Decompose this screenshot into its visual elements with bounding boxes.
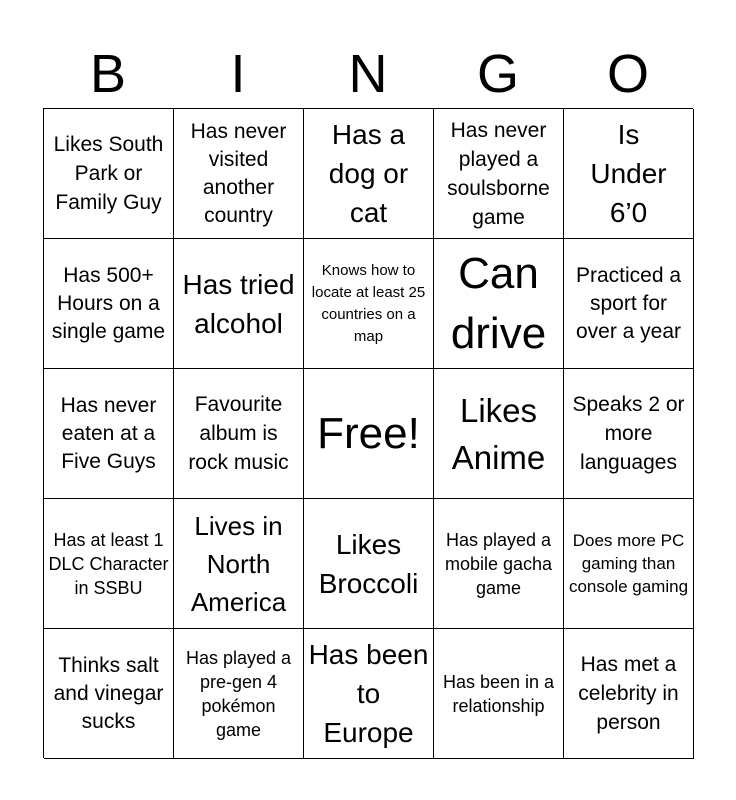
- free-space-text: Free!: [317, 408, 420, 458]
- bingo-cell-4-3[interactable]: [304, 499, 434, 629]
- bingo-board: [43, 108, 693, 758]
- cell-text: Does more PC gaming than console gaming: [568, 531, 689, 596]
- bingo-cell-3-4[interactable]: [434, 369, 564, 499]
- bingo-cell-3-3[interactable]: [304, 369, 434, 499]
- cell-text: Thinks salt and vinegar sucks: [53, 653, 164, 733]
- header-letter-g: G: [476, 44, 519, 104]
- bingo-cell-2-3[interactable]: [304, 239, 434, 369]
- cell-text: Can drive: [450, 248, 547, 358]
- cell-text: Is Under 6’0: [590, 119, 667, 228]
- cell-text: Practiced a sport for over a year: [575, 263, 682, 343]
- cell-text: Has played a mobile gacha game: [444, 529, 553, 598]
- bingo-cell-2-1[interactable]: [44, 239, 174, 369]
- cell-text: Has a dog or cat: [328, 119, 409, 228]
- cell-text: Has been in a relationship: [442, 671, 555, 716]
- bingo-cell-1-1[interactable]: [44, 109, 174, 239]
- cell-text: Lives in North America: [190, 510, 287, 617]
- cell-text: Has never played a soulsborne game: [447, 118, 550, 229]
- bingo-cell-4-2[interactable]: [174, 499, 304, 629]
- bingo-cell-4-5[interactable]: [564, 499, 694, 629]
- bingo-cell-2-5[interactable]: [564, 239, 694, 369]
- cell-text: Has never eaten at a Five Guys: [60, 393, 157, 473]
- bingo-header: [43, 40, 693, 108]
- cell-text: Knows how to locate at least 25 countries on a map: [311, 261, 426, 345]
- cell-text: Favourite album is rock music: [188, 393, 289, 474]
- header-letter-o: O: [606, 44, 649, 104]
- bingo-cell-5-2[interactable]: [174, 629, 304, 759]
- bingo-cell-2-2[interactable]: [174, 239, 304, 369]
- bingo-cell-1-5[interactable]: [564, 109, 694, 239]
- cell-text: Has at least 1 DLC Character in SSBU: [48, 529, 169, 598]
- header-letter-n: N: [348, 44, 388, 104]
- cell-text: Has met a celebrity in person: [578, 653, 679, 734]
- bingo-cell-3-2[interactable]: [174, 369, 304, 499]
- cell-text: Has 500+ Hours on a single game: [51, 263, 166, 343]
- bingo-cell-3-1[interactable]: [44, 369, 174, 499]
- cell-text: Has been to Europe: [308, 639, 429, 748]
- cell-text: Speaks 2 or more languages: [572, 393, 685, 474]
- cell-text: Likes South Park or Family Guy: [53, 133, 164, 214]
- bingo-cell-1-3[interactable]: [304, 109, 434, 239]
- header-letter-b: B: [89, 44, 127, 104]
- bingo-cell-2-4[interactable]: [434, 239, 564, 369]
- bingo-cell-5-5[interactable]: [564, 629, 694, 759]
- cell-text: Has never visited another country: [190, 119, 287, 227]
- bingo-cell-4-1[interactable]: [44, 499, 174, 629]
- cell-text: Has played a pre-gen 4 pokémon game: [185, 647, 292, 740]
- bingo-cell-5-1[interactable]: [44, 629, 174, 759]
- bingo-cell-5-4[interactable]: [434, 629, 564, 759]
- bingo-cell-5-3[interactable]: [304, 629, 434, 759]
- bingo-cell-1-2[interactable]: [174, 109, 304, 239]
- cell-text: Likes Broccoli: [318, 528, 419, 599]
- bingo-cell-3-5[interactable]: [564, 369, 694, 499]
- bingo-cell-4-4[interactable]: [434, 499, 564, 629]
- cell-text: Likes Anime: [451, 391, 546, 476]
- cell-text: Has tried alcohol: [182, 268, 295, 339]
- bingo-cell-1-4[interactable]: [434, 109, 564, 239]
- header-letter-i: I: [230, 44, 246, 104]
